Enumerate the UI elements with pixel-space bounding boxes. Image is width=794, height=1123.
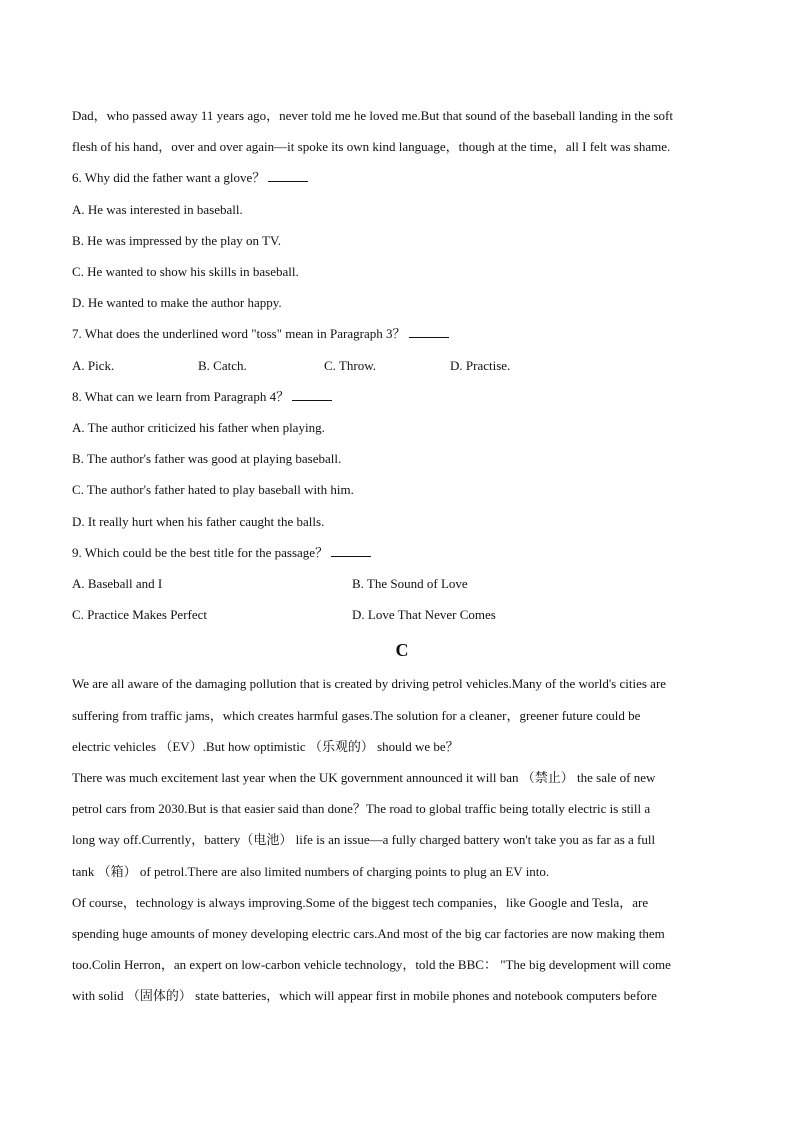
paragraph-line: spending huge amounts of money developing electric cars.And most of the big car factories are now making them [72,926,665,942]
passage-b-ending [72,100,732,162]
answer-blank [292,390,332,401]
passage-c [72,668,732,1011]
option-b: B. Catch. [198,357,247,373]
options-row [72,568,732,599]
question-stem-text: 6. Why did the father want a glove？ [72,170,266,186]
option-d: D. He wanted to make the author happy. [72,295,282,311]
option-b: B. The Sound of Love [352,576,468,592]
section-heading: C [395,640,409,661]
question-stem [72,537,732,568]
question-9 [72,537,732,631]
question-stem-text: 9. Which could be the best title for the passage？ [72,544,329,560]
paragraph-line: suffering from traffic jams，which creates harmful gases.The solution for a cleaner，greener future could be [72,707,641,723]
document-page [72,100,732,1012]
question-stem [72,318,732,349]
option-b: B. He was impressed by the play on TV. [72,232,281,248]
option-c: C. Throw. [324,357,376,373]
question-stem-text: 7. What does the underlined word "toss" mean in Paragraph 3？ [72,326,406,342]
answer-blank [409,327,449,338]
question-stem [72,162,732,193]
paragraph-line: with solid （固体的） state batteries，which will appear first in mobile phones and notebook computers before [72,988,657,1004]
answer-blank [331,546,371,557]
option-a: A. Pick. [72,357,115,373]
options-row [72,350,732,381]
option-a: A. He was interested in baseball. [72,201,243,217]
question-stem-text: 8. What can we learn from Paragraph 4？ [72,388,290,404]
paragraph-line: flesh of his hand，over and over again—it spoke its own kind language，though at the time，all I felt was shame. [72,139,671,155]
paragraph-line: Of course，technology is always improving.Some of the biggest tech companies，like Google and Tesla，are [72,894,649,910]
question-stem [72,381,732,412]
option-a: A. The author criticized his father when playing. [72,420,325,436]
question-6 [72,162,732,318]
question-7 [72,318,732,380]
paragraph-line: There was much excitement last year when the UK government announced it will ban （禁止） the sale of new [72,770,656,786]
paragraph-line: long way off.Currently，battery（电池） life is an issue—a fully charged battery won't take you as far as a full [72,832,656,848]
option-c: C. The author's father hated to play baseball with him. [72,482,354,498]
option-c: C. Practice Makes Perfect [72,607,208,623]
paragraph-line: Dad，who passed away 11 years ago，never told me he loved me.But that sound of the baseball landing in the soft [72,108,673,123]
paragraph-line: tank （箱） of petrol.There are also limited numbers of charging points to plug an EV into. [72,863,550,879]
paragraph-line: electric vehicles （EV）.But how optimistic （乐观的） should we be？ [72,738,459,754]
options-row [72,599,732,630]
paragraph-line: We are all aware of the damaging pollution that is created by driving petrol vehicles.Many of the world's cities are [72,676,667,692]
paragraph-line: too.Colin Herron，an expert on low-carbon vehicle technology，told the BBC： "The big development will come [72,957,671,973]
option-d: D. It really hurt when his father caught the balls. [72,513,325,529]
option-c: C. He wanted to show his skills in baseball. [72,264,299,280]
option-a: A. Baseball and I [72,576,163,592]
option-b: B. The author's father was good at playing baseball. [72,451,342,467]
question-8 [72,381,732,537]
answer-blank [268,171,308,182]
option-d: D. Love That Never Comes [352,607,496,623]
paragraph-line: petrol cars from 2030.But is that easier said than done？The road to global traffic being totally electric is still a [72,801,651,817]
option-d: D. Practise. [450,357,511,373]
